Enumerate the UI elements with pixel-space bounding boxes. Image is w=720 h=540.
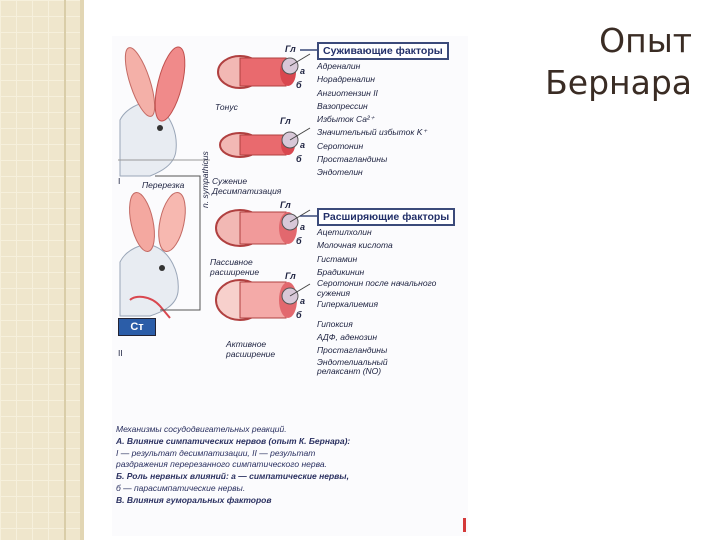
list-item: АДФ, аденозин: [317, 331, 378, 342]
gl-label: Гл: [285, 271, 296, 281]
roman-1-label: I: [118, 176, 121, 186]
list-item: Простагландины: [317, 154, 388, 165]
nerve-fibers: [290, 54, 310, 296]
list-item: релаксант (NO): [317, 366, 382, 377]
rabbit-head-1: [119, 44, 190, 176]
active-label-2: расширение: [226, 349, 276, 359]
list-item: Серотонин после начального: [317, 278, 437, 289]
slide-title-line-2: Бернара: [545, 63, 692, 102]
list-item: Ангиотензин II: [317, 87, 378, 98]
gl-label: Гл: [280, 116, 291, 126]
nerve-a-label: а: [300, 222, 306, 232]
list-item: Брадикинин: [317, 266, 365, 277]
passive-label-2: расширение: [210, 267, 260, 277]
caption-line: Б. Роль нервных влияний: а — симпатические нервы,: [116, 471, 349, 482]
nerve-b-label: б: [296, 236, 302, 246]
list-item: Серотонин: [317, 140, 364, 151]
caption-line: раздражения перерезанного симпатического нерва.: [116, 459, 327, 470]
nerve-a-label: а: [300, 140, 306, 150]
narrow-label-2: Десимпатизация: [212, 186, 282, 196]
gl-label: Гл: [280, 200, 291, 210]
narrow-label-1: Сужение: [212, 176, 248, 186]
constrict-factors-list: [317, 60, 427, 180]
dilate-header: Расширяющие факторы: [317, 208, 455, 226]
caption-line: Механизмы сосудодвигательных реакций.: [116, 424, 287, 434]
list-item: Значительный избыток K⁺: [317, 127, 427, 138]
ganglia: [282, 58, 298, 304]
tonus-label: Тонус: [215, 102, 238, 112]
caption-line: А. Влияние симпатических нервов (опыт К. Бернара):: [116, 435, 351, 446]
nerve-b-label: б: [296, 310, 302, 320]
passive-label-1: Пассивное: [210, 257, 253, 267]
nerve-a-label: а: [300, 296, 306, 306]
caption-line: б — парасимпатические нервы.: [116, 482, 246, 493]
constrict-header: Суживающие факторы: [317, 42, 449, 60]
list-item: Эндотелин: [317, 167, 363, 178]
nerve-a-label: а: [300, 66, 306, 76]
dilate-factors-list: [317, 226, 436, 377]
list-item: Простагландины: [317, 345, 388, 356]
list-item: Ацетилхолин: [317, 227, 372, 237]
list-item: Эндотелиальный: [317, 356, 388, 367]
stimulator-box: Ст: [118, 318, 156, 336]
active-label-1: Активное: [226, 339, 267, 349]
n-sympathicus-label: n. sympathicus: [200, 151, 210, 208]
gl-label: Гл: [285, 44, 296, 54]
cut-label: Перерезка: [142, 180, 185, 190]
slide-title-line-1: Опыт: [599, 21, 692, 60]
list-item: Избыток Ca²⁺: [317, 114, 375, 125]
nerve-b-label: б: [296, 80, 302, 90]
list-item: Гипоксия: [317, 318, 353, 329]
rabbit-head-2: [120, 190, 190, 318]
list-item: сужения: [317, 287, 351, 298]
red-marker: [463, 518, 466, 532]
list-item: Гиперкалиемия: [317, 299, 379, 310]
nerve-b-label: б: [296, 154, 302, 164]
list-item: Адреналин: [317, 61, 361, 71]
list-item: Норадреналин: [317, 74, 375, 85]
caption-line: В. Влияния гуморальных факторов: [116, 494, 272, 505]
figure-caption: [116, 424, 466, 507]
list-item: Гистамин: [317, 253, 358, 264]
list-item: Вазопрессин: [317, 100, 368, 111]
roman-2-label: II: [118, 348, 123, 358]
caption-line: I — результат десимпатизации, II — результат: [116, 447, 316, 458]
list-item: Молочная кислота: [317, 240, 393, 251]
